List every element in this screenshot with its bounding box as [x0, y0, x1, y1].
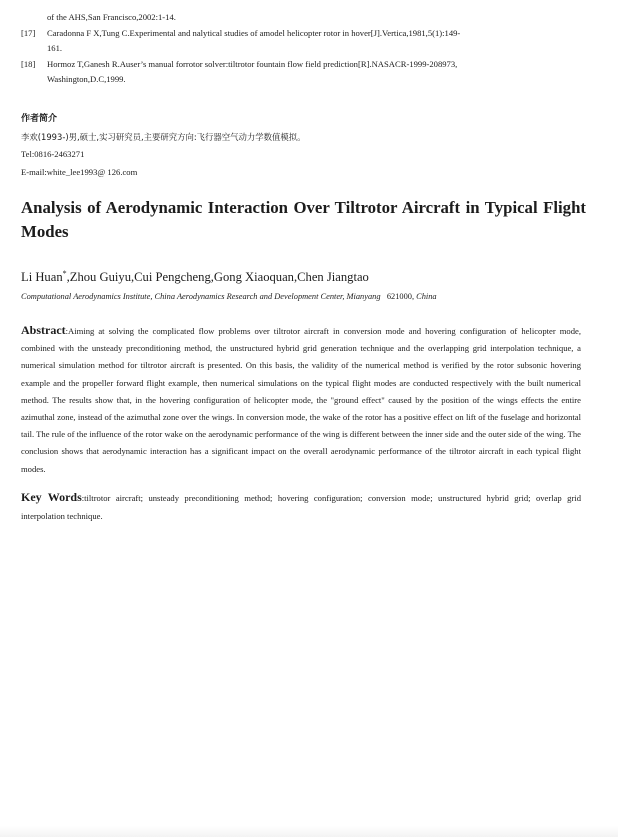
affiliation-country: China	[416, 292, 437, 301]
english-keywords	[21, 489, 581, 525]
reference-number: [17]	[21, 27, 36, 38]
page-bottom-edge	[0, 826, 618, 837]
english-affiliation	[21, 291, 581, 303]
author-profile-heading: 作者简介	[21, 114, 58, 124]
reference-list	[21, 10, 581, 88]
reference-number	[21, 10, 47, 26]
abstract-label: Abstract	[21, 323, 66, 337]
keywords-label: Key Words	[21, 490, 82, 504]
reference-item	[21, 26, 581, 42]
affiliation-name: Computational Aerodynamics Institute, China Aerodynamics Research and Development Center, Mianyang	[21, 292, 381, 301]
keywords-text: :tiltrotor aircraft; unsteady preconditioning method; hovering configuration; conversion mode; unstructured hybrid grid; overlap grid interpolation technique.	[21, 493, 581, 521]
english-authors	[21, 268, 369, 286]
affiliation-postcode: 621000,	[386, 292, 415, 301]
reference-item	[21, 10, 581, 26]
reference-text: Caradonna F X,Tung C.Experimental and nalytical studies of amodel helicopter rotor in hover[J].Vertica,1981,5(1):149-	[47, 27, 461, 38]
reference-continuation: 161.	[47, 43, 63, 53]
reference-text: Hormoz T,Ganesh R.Auser’s manual forrotor solver:tiltrotor fountain flow field prediction[R].NASACR-1999-208973,	[47, 58, 458, 69]
first-author: Li Huan	[21, 270, 63, 284]
english-abstract	[21, 322, 581, 478]
english-title: Analysis of Aerodynamic Interaction Over Tiltrotor Aircraft in Typical Flight Modes	[21, 198, 586, 241]
author-email: E-mail:white_lee1993@ 126.com	[21, 166, 138, 177]
corresponding-author-mark: *	[62, 269, 67, 278]
author-profile	[21, 111, 581, 181]
reference-number: [18]	[21, 58, 36, 69]
abstract-text: :Aiming at solving the complicated flow problems over tiltrotor aircraft in conversion mode and hovering configuration of helicopter mode, combined with the unsteady preconditioning method, the unstructured hybrid grid generation technique and the overlapping grid interpolation technique, a numerical simulation method for tiltrotor aircraft is presented. On this basis, the validity of the numerical method is verified by the rotor subsonic hovering example and the propeller forward flight example, then numerical simulations on the typical flight modes are conducted respectively with the built numerical method. The results show that, in the hovering configuration of helicopter mode, the "ground effect" caused by the position of the wings effects the entire azimuthal zone, instead of the azimuthal zone over the wings. In conversion mode, the wake of the rotor has a positive effect on lift of the fuselage and horizontal tail. The rule of the influence of the rotor wake on the aerodynamic performance of the wing is different between the inner side and the outer side of the wing. The conclusion shows that aerodynamic interaction has a significant impact on the overall aerodynamic performance of the tiltrotor aircraft in each typical flight modes.	[21, 326, 581, 474]
reference-continuation: Washington,D.C,1999.	[47, 74, 126, 84]
author-bio: 李欢(1993-)男,硕士,实习研究员,主要研究方向:飞行器空气动力学数值模拟。	[21, 131, 306, 142]
reference-item	[21, 57, 581, 73]
other-authors: ,Zhou Guiyu,Cui Pengcheng,Gong Xiaoquan,Chen Jiangtao	[66, 270, 369, 284]
author-phone: Tel:0816-2463271	[21, 149, 85, 159]
reference-text: of the AHS,San Francisco,2002:1-14.	[47, 12, 176, 22]
